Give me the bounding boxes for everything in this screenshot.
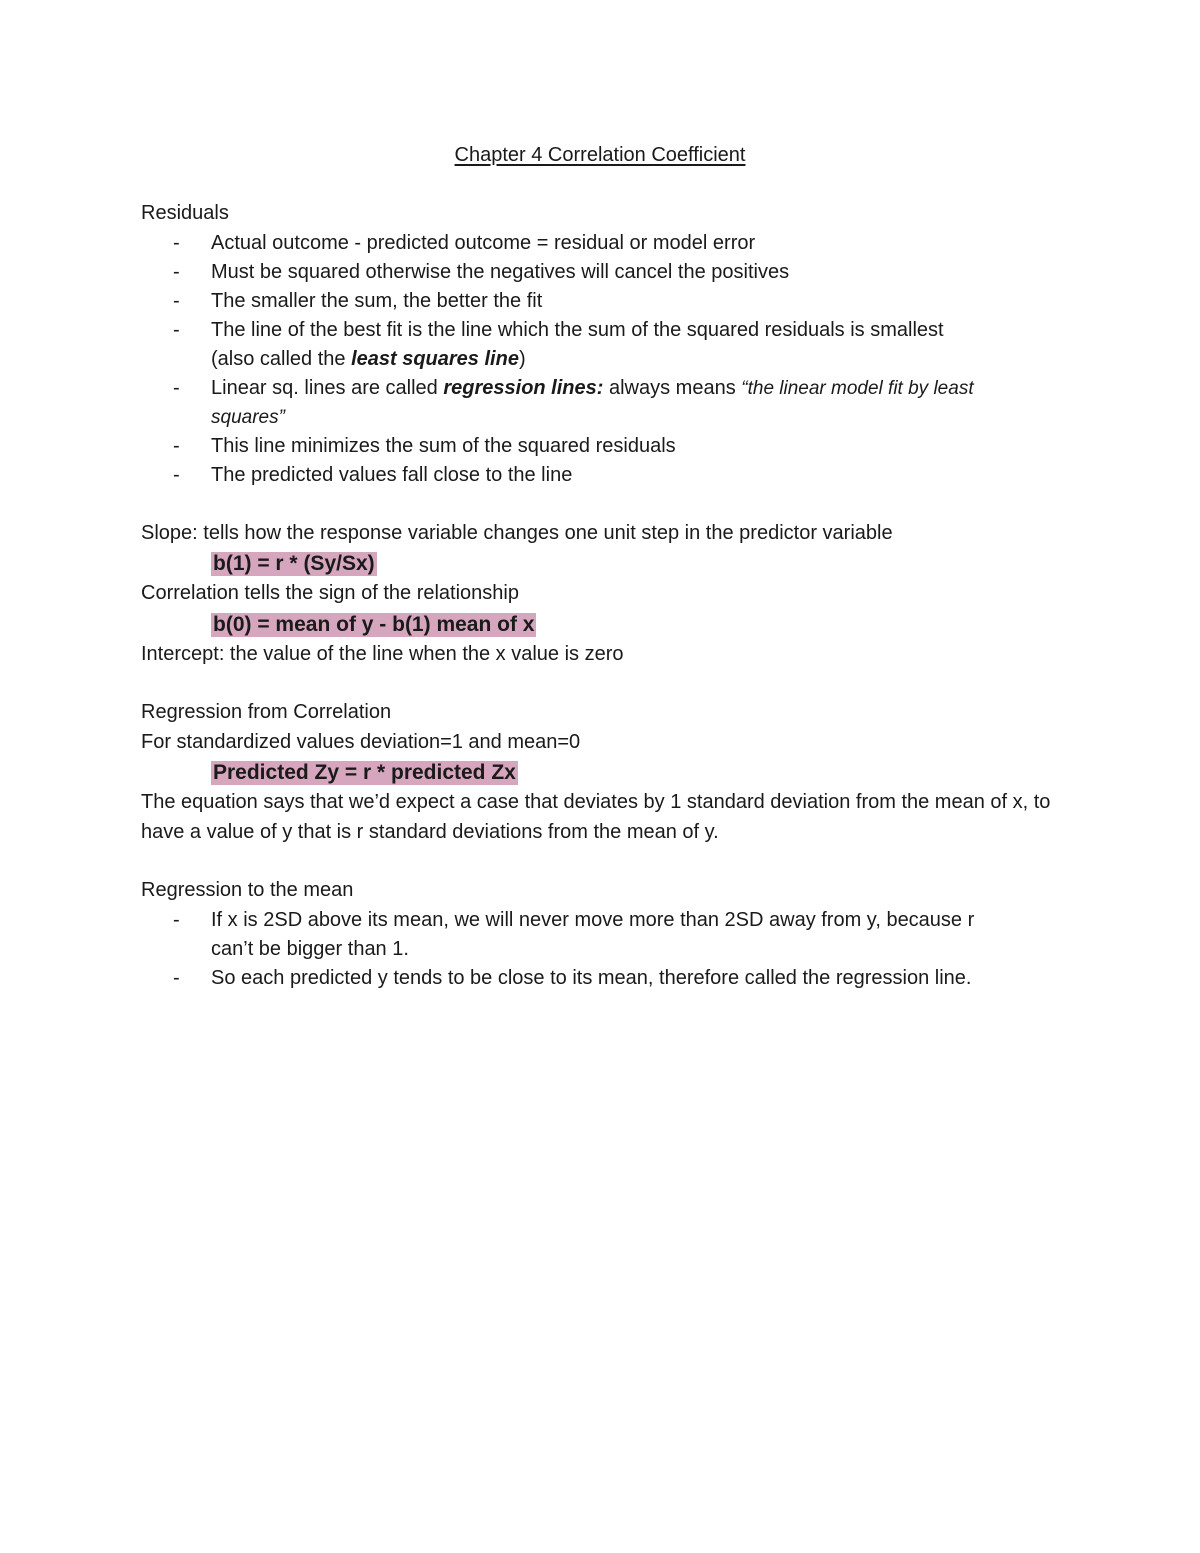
- list-item: [141, 229, 1061, 258]
- least-squares-term: least squares line: [351, 347, 519, 370]
- dash-bullet: -: [173, 908, 180, 931]
- best-fit-text-start: The line of the best fit is the line which the sum of the squared residuals is smallest (also called the: [211, 318, 944, 370]
- equation-paragraph: The equation says that we’d expect a case that deviates by 1 standard deviation from the mean of x, to have a value of y that is r standard deviations from the mean of y.: [141, 791, 1051, 843]
- list-item: [141, 432, 1061, 461]
- dash-bullet: -: [173, 318, 180, 341]
- list-item-text: Must be squared otherwise the negatives will cancel the positives: [211, 260, 790, 283]
- predicted-z-formula: Predicted Zy = r * predicted Zx: [213, 761, 516, 784]
- dash-bullet: -: [173, 966, 180, 989]
- dash-bullet: -: [173, 260, 180, 283]
- residuals-list: [141, 229, 1061, 490]
- linear-text-start: Linear sq. lines are called: [211, 376, 444, 399]
- intercept-formula: b(0) = mean of y - b(1) mean of x: [213, 612, 535, 636]
- dash-bullet: -: [173, 463, 180, 486]
- list-item: [141, 461, 1061, 490]
- spacer: [141, 490, 1061, 519]
- spacer: [141, 669, 1061, 698]
- list-item-text: If x is 2SD above its mean, we will never move more than 2SD away from y, because r can’t be bigger than 1.: [211, 908, 975, 960]
- standardized-text: For standardized values deviation=1 and mean=0: [141, 730, 581, 753]
- regression-mean-heading: Regression to the mean: [141, 879, 354, 901]
- list-item-text: The smaller the sum, the better the fit: [211, 289, 543, 312]
- page-title: Chapter 4 Correlation Coefficient: [454, 144, 746, 166]
- list-item: [141, 964, 1061, 993]
- formula-row: [141, 548, 1061, 579]
- intercept-text: Intercept: the value of the line when the x value is zero: [141, 642, 624, 665]
- linear-model-quote: “the linear model fit by least squares”: [211, 377, 974, 428]
- list-item: [141, 258, 1061, 287]
- list-item: [141, 316, 991, 374]
- dash-bullet: -: [173, 289, 180, 312]
- formula-row: [141, 609, 1061, 640]
- list-item: [141, 287, 1061, 316]
- best-fit-text-end: ): [518, 347, 526, 370]
- residuals-heading: Residuals: [141, 202, 229, 224]
- dash-bullet: -: [173, 231, 180, 254]
- slope-formula: b(1) = r * (Sy/Sx): [213, 552, 375, 575]
- list-item-text: The predicted values fall close to the line: [211, 463, 573, 486]
- list-item-text: So each predicted y tends to be close to its mean, therefore called the regression line.: [211, 966, 972, 989]
- list-item: [141, 906, 1011, 964]
- document-body: [141, 199, 1061, 993]
- correlation-text: Correlation tells the sign of the relationship: [141, 582, 519, 604]
- spacer: [141, 847, 1061, 876]
- formula-row: [141, 757, 1061, 788]
- linear-text-mid: always means: [603, 376, 742, 399]
- slope-text: Slope: tells how the response variable changes one unit step in the predictor variable: [141, 521, 893, 544]
- list-item-text: Actual outcome - predicted outcome = residual or model error: [211, 231, 756, 254]
- regression-correlation-heading: Regression from Correlation: [141, 701, 392, 723]
- dash-bullet: -: [173, 434, 180, 457]
- regression-lines-term: regression lines:: [443, 376, 604, 399]
- regression-mean-list: [141, 906, 1061, 993]
- list-item: [141, 374, 991, 432]
- dash-bullet: -: [173, 376, 180, 399]
- list-item-text: This line minimizes the sum of the squared residuals: [211, 434, 676, 457]
